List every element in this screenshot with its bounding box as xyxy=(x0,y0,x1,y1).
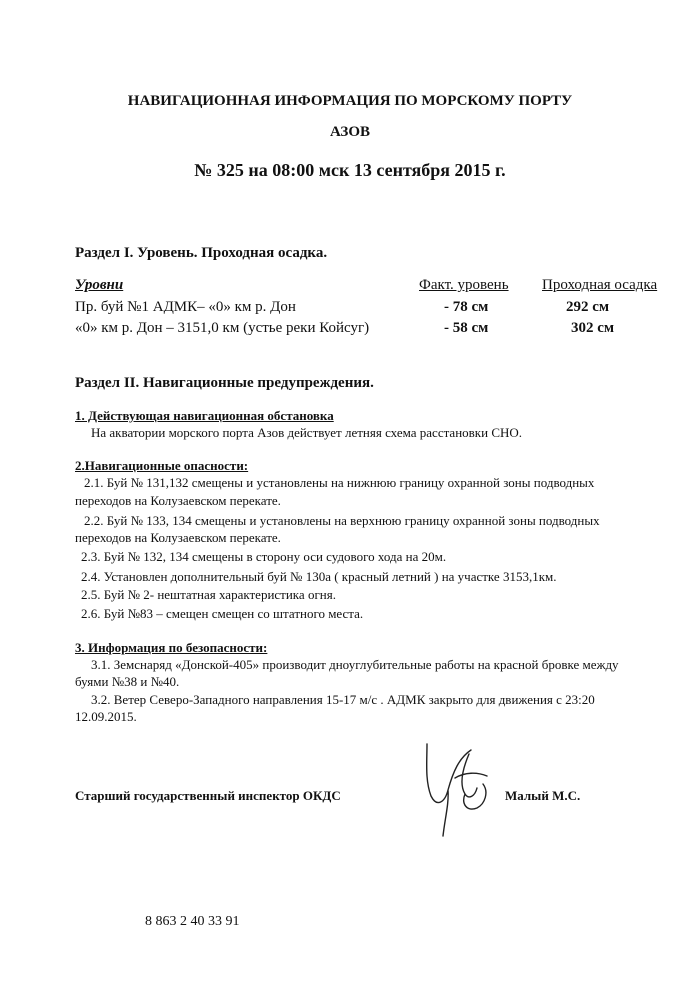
sub2-title: 2.Навигационные опасности: xyxy=(75,458,249,473)
document-title: НАВИГАЦИОННАЯ ИНФОРМАЦИЯ ПО МОРСКОМУ ПОРТУ xyxy=(127,93,573,109)
sub1-title: 1. Действующая навигационная обстановка xyxy=(75,408,334,423)
sub2-line: 2.5. Буй № 2- нештатная характеристика огня. xyxy=(81,587,336,602)
sub3-line: буями №38 и №40. xyxy=(75,674,180,689)
actual-level-header: Факт. уровень xyxy=(419,277,509,293)
sub2-line: 2.1. Буй № 131,132 смещены и установлены на нижнюю границу охранной зоны подводных xyxy=(84,475,595,490)
port-name: АЗОВ xyxy=(329,124,371,140)
section2-title: Раздел II. Навигационные предупреждения. xyxy=(75,375,374,391)
contact-phone: 8 863 2 40 33 91 xyxy=(145,914,240,929)
sub2-line: 2.2. Буй № 133, 134 смещены и установлены на верхнюю границу охранной зоны подводных xyxy=(84,513,600,528)
sub1-line: На акватории морского порта Азов действует летняя схема расстановки СНО. xyxy=(91,425,523,440)
level-row-2-draft: 302 см xyxy=(571,320,615,336)
sub2-line: 2.3. Буй № 132, 134 смещены в сторону оси судового хода на 20м. xyxy=(81,549,447,564)
level-row-2-name: «0» км р. Дон – 3151,0 км (устье реки Койсуг) xyxy=(75,320,370,336)
sub3-title: 3. Информация по безопасности: xyxy=(75,640,268,655)
level-row-2-level: - 58 см xyxy=(444,320,489,336)
sub2-line: переходов на Колузаевском перекате. xyxy=(75,493,281,508)
section1-title: Раздел I. Уровень. Проходная осадка. xyxy=(75,245,328,261)
signatory-position: Старший государственный инспектор ОКДС xyxy=(75,788,341,803)
level-row-1-name: Пр. буй №1 АДМК– «0» км р. Дон xyxy=(75,299,296,315)
draft-header: Проходная осадка xyxy=(542,277,658,293)
sub2-line: 2.4. Установлен дополнительный буй № 130а ( красный летний ) на участке 3153,1км. xyxy=(81,569,557,584)
handwritten-signature xyxy=(415,742,510,842)
sub3-line: 3.1. Земснаряд «Донской-405» производит дноуглубительные работы на красной бровке между xyxy=(91,657,619,672)
sub2-line: переходов на Колузаевском перекате. xyxy=(75,530,281,545)
sub2-line: 2.6. Буй №83 – смещен смещен со штатного места. xyxy=(81,606,364,621)
level-row-1-level: - 78 см xyxy=(444,299,489,315)
bulletin-number: № 325 на 08:00 мск 13 сентября 2015 г. xyxy=(194,160,506,180)
sub3-line: 12.09.2015. xyxy=(75,709,137,724)
signatory-name: Малый М.С. xyxy=(505,788,581,803)
level-row-1-draft: 292 см xyxy=(566,299,610,315)
sub3-line: 3.2. Ветер Северо-Западного направления 15-17 м/с . АДМК закрыто для движения с 23:20 xyxy=(91,692,595,707)
levels-header: Уровни xyxy=(75,277,124,293)
